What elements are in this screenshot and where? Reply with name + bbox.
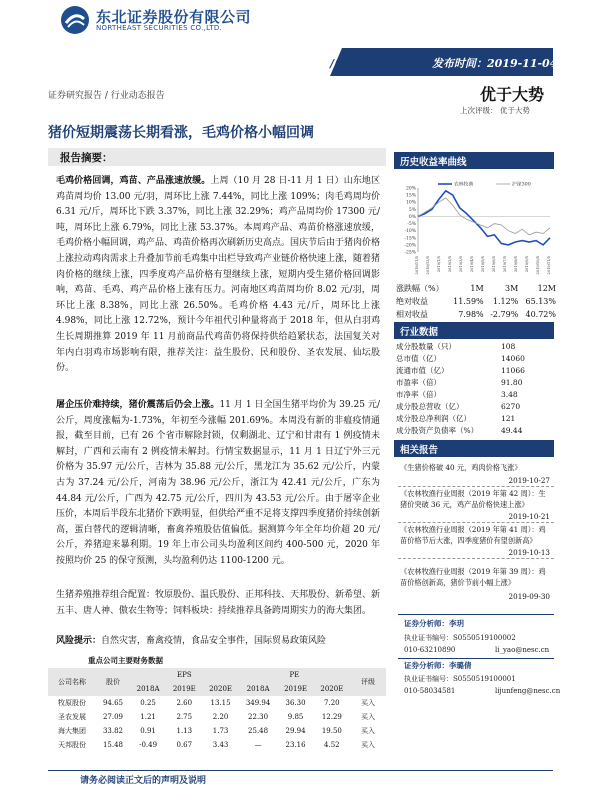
industry-label: 流通市值（亿） — [396, 365, 449, 375]
industry-value: 49.44 — [501, 425, 523, 435]
stocks-row — [48, 724, 386, 738]
stocks-cell: 12.29 — [321, 713, 342, 721]
stocks-cell: 2.75 — [176, 713, 193, 721]
industry-value: 6270 — [501, 401, 521, 411]
stocks-cell: 0.25 — [140, 699, 156, 707]
stocks-cell: 22.30 — [248, 713, 269, 721]
stocks-header-row — [48, 668, 386, 682]
stocks-cell: 349.94 — [245, 699, 271, 707]
stocks-cell: 7.20 — [324, 699, 340, 707]
industry-value: 108 — [501, 341, 516, 351]
y-tick-label: 15% — [405, 193, 416, 199]
perf-col-3m: 3M — [505, 284, 519, 293]
perf-cell: 40.72% — [525, 310, 556, 319]
industry-label: 市净率（倍） — [396, 389, 441, 399]
performance-table — [396, 282, 556, 321]
stocks-cell: 36.30 — [285, 699, 306, 707]
summary-p1-lead: 毛鸡价格回调，鸡苗、产品涨速放缓。 — [56, 176, 211, 186]
report-title: 猪价短期震荡长期看涨，毛鸡价格小幅回调 — [48, 125, 314, 141]
stocks-cell: 天邦股份 — [58, 741, 86, 749]
industry-row — [396, 412, 556, 424]
company-name-cn: 东北证券股份有限公司 — [96, 8, 252, 26]
stocks-cell: 0.91 — [140, 727, 156, 735]
industry-row — [396, 340, 556, 352]
publish-date: 发布时间：2019-11-04 — [432, 57, 558, 70]
industry-label: 成分股数量（只） — [396, 341, 456, 351]
x-tick-label: 2019/1/5 — [437, 256, 441, 273]
industry-label: 总市值（亿） — [396, 353, 441, 363]
stocks-cell: 0.67 — [176, 741, 193, 749]
industry-row — [396, 376, 556, 388]
stocks-cell: 买入 — [361, 713, 375, 721]
industry-value: 14060 — [501, 353, 525, 363]
stocks-cell: -0.49 — [139, 741, 158, 749]
year-label: 2019E — [166, 682, 202, 696]
stocks-cell: 圣农发展 — [58, 713, 86, 721]
stocks-cell: 3.43 — [212, 741, 229, 749]
analyst-1-phone: 010-63210890 — [404, 646, 456, 654]
history-return-chart — [394, 170, 554, 280]
summary-paragraph-2 — [56, 398, 380, 588]
divider — [398, 658, 554, 659]
x-tick-label: 2019/9/5 — [525, 256, 529, 273]
stocks-cell: 1.13 — [176, 727, 193, 735]
stocks-cell: 1.73 — [212, 727, 229, 735]
stocks-cell: 买入 — [361, 699, 375, 707]
stocks-col-name: 公司名称 — [48, 668, 96, 696]
perf-row-label: 相对收益 — [396, 310, 428, 319]
related-report-title[interactable]: 《生猪价格破 40 元，鸡肉价格飞涨》 — [400, 463, 522, 472]
stocks-cell: 买入 — [361, 741, 375, 749]
analyst-2-cert: 执业证书编号：S0550519100001 — [404, 675, 516, 683]
related-report-title[interactable]: 《农林牧渔行业周报（2019 年第 41 周）：鸡苗价格节后大涨，四季度猪价有望创新高》 — [400, 525, 546, 545]
related-report-title[interactable]: 《农林牧渔行业周报（2019 年第 42 周）：生猪价突破 36 元，鸡产品价格快速上涨》 — [400, 489, 546, 509]
y-tick-label: -25% — [404, 250, 416, 256]
industry-row — [396, 352, 556, 364]
stocks-cell: 牧原股份 — [58, 699, 86, 707]
year-label: 2018A — [130, 682, 166, 696]
legend-label: 农林牧渔 — [454, 182, 474, 188]
year-label: 2020E — [202, 682, 238, 696]
stocks-cell: — — [254, 741, 262, 749]
stocks-table-label: 重点公司主要财务数据 — [88, 656, 163, 665]
industry-label: 成分股总净利润（亿） — [396, 413, 471, 423]
perf-row-absolute — [396, 295, 556, 308]
x-tick-label: 2019/8/5 — [514, 256, 518, 273]
stocks-cell: 19.50 — [321, 727, 342, 735]
analyst-1-cert: 执业证书编号：S0550519100002 — [404, 634, 516, 642]
risk-body: 自然灾害，畜禽疫情，食品安全事件，国际贸易政策风险 — [101, 636, 327, 646]
y-tick-label: -20% — [404, 243, 416, 249]
rating-current: 优于大势 — [480, 85, 545, 104]
risk-label: 风险提示： — [56, 636, 102, 646]
perf-header-row — [396, 282, 556, 295]
summary-paragraph-1 — [56, 174, 380, 396]
industry-label: 成分股总营收（亿） — [396, 401, 464, 411]
industry-value: 91.80 — [501, 377, 523, 387]
industry-value: 11066 — [501, 365, 525, 375]
x-tick-label: 2019/10/5 — [536, 256, 540, 275]
industry-row — [396, 400, 556, 412]
summary-paragraph-3: 生猪养殖推荐组合配置：牧原股份、温氏股份、正邦科技、天邦股份、新希望、新五丰、唐人神、傲农生物等；饲料板块：持续推荐具备跨周期实力的海大集团。 — [56, 590, 380, 616]
analyst-1-email[interactable]: li_yao@nesc.cn — [495, 646, 550, 654]
stocks-cell: 15.48 — [102, 741, 124, 749]
y-tick-label: -15% — [404, 236, 416, 242]
summary-p1-body: 上周（10 月 28 日-11 月 1 日）山东地区鸡苗周均价 13.00 元/羽，周环比上涨 7.44%，同比上涨 109%；肉毛鸡周均价 6.31 元/斤，周环比下跌 3.37%，同比上涨 32.29%；鸡产品周均价 17300 元/吨，周环比上涨 6.79%，同比上涨 53.37%。本周鸡产品、鸡苗价格涨速放缓，毛鸡价格小幅回调，鸡产品、鸡苗价格再次刷新历史高点。国庆节后由于猪肉价格上涨拉动鸡肉需求上升叠加节前毛鸡集中出栏导致鸡产业链价格快速上涨，随着猪肉价格的继续上涨，四季度鸡产品价格有望继续上涨，短期内受生猪价格回调影响，鸡苗、毛鸡、鸡产品价格上涨有压力。河南地区鸡苗周均价 8.02 元/羽，周环比上涨 8.38%，同比上涨 26.50%。毛鸡价格 4.43 元/斤，周环比上涨 4.98%，同比上涨 12.72%，预计今年祖代引种量将高于 2018 年，但从白羽鸡生长周期推算 2019 年 11 月前商品代鸡苗仍将保持供给趋紧状态，法国复关对年内白羽鸡市场影响有限，推荐关注：益生股份、民和股份、圣农发展、仙坛股份。 — [56, 176, 380, 374]
x-tick-label: 2019/5/5 — [481, 256, 485, 273]
x-tick-label: 2018/11/5 — [415, 256, 419, 275]
analyst-2-email[interactable]: lijunfeng@nesc.cn — [495, 687, 561, 695]
stocks-col-rating: 评级 — [350, 668, 386, 696]
stocks-col-price: 股价 — [96, 668, 130, 696]
x-tick-label: 2019/11/5 — [547, 256, 551, 275]
divider — [398, 614, 554, 615]
x-tick-label: 2019/7/5 — [503, 256, 507, 273]
stocks-table — [48, 668, 386, 752]
perf-cell: 7.98% — [458, 310, 484, 319]
x-tick-label: 2019/2/5 — [448, 256, 452, 273]
y-tick-label: -10% — [404, 229, 416, 235]
legend-label: 沪深300 — [512, 182, 531, 188]
stocks-cell: 33.82 — [102, 727, 124, 735]
stocks-col-pe: PE — [239, 668, 350, 682]
industry-row — [396, 424, 556, 436]
summary-p2-body: 11 月 1 日全国生猪平均价为 39.25 元/公斤，周度涨幅为-1.73%，年初至今涨幅 201.69%。本周没有新的非瘟疫情通报，截至目前，已有 26 个省市解除封锁，仅剩湖北、辽宁和甘肃有 1 例疫情未解封，广西和云南有 2 例疫情未解封。行情宝数据显示，11 月 1 日辽宁外三元价格为 35.97 元/公斤，吉林为 35.88 元/公斤，黑龙江为 35.62 元/公斤，内蒙古为 37.24 元/公斤，河南为 38.96 元/公斤，浙江为 42.41 元/公斤，广东为 44.84 元/公斤，广西为 42.75 元/公斤，四川为 43.53 元/公斤。由于屠宰企业压价，本周后半段东北猪价下跌明显，但供给严重不足将支撑四季度猪价持续创新高，蛋白替代的逻辑清晰，畜禽养殖股估值偏低。据测算今年全年均价超 20 元/公斤，养猪迎来暴利期。19 年上市公司头均盈利区间约 400-500 元，2020 年按照均价 25 的保守预测，头均盈利仍达 1100-1200 元。 — [56, 400, 380, 566]
company-name-en: NORTHEAST SECURITIES CO.,LTD. — [96, 24, 223, 32]
stocks-cell: 23.16 — [285, 741, 306, 749]
stocks-cell: 9.85 — [287, 713, 304, 721]
industry-section-header: 行业数据 — [394, 322, 554, 339]
stocks-cell: 2.60 — [176, 699, 193, 707]
footer-rule — [48, 770, 553, 771]
industry-row — [396, 388, 556, 400]
perf-cell: -2.79% — [490, 310, 519, 319]
footer-disclaimer: 请务必阅读正文后的声明及说明 — [80, 776, 207, 786]
related-report-date: 2019-09-30 — [508, 592, 550, 601]
industry-label: 成分股资产负债率（%） — [396, 425, 479, 435]
industry-tag: /农林牧渔 — [330, 57, 379, 70]
year-label: 2018A — [239, 682, 278, 696]
y-tick-label: 20% — [405, 186, 416, 192]
summary-p2-lead: 屠企压价难持续，猪价震荡后仍会上涨。 — [56, 400, 220, 410]
perf-cell: 11.59% — [453, 297, 484, 306]
y-tick-label: 0% — [408, 214, 416, 220]
perf-cell: 65.13% — [525, 297, 556, 306]
divider — [398, 558, 554, 559]
divider — [398, 486, 554, 487]
y-tick-label: -5% — [407, 222, 416, 228]
analyst-2-phone: 010-58034581 — [404, 687, 456, 695]
stocks-cell: 海大集团 — [58, 727, 86, 735]
x-tick-label: 2018/12/5 — [426, 256, 430, 275]
related-report-date: 2019-10-27 — [508, 476, 550, 485]
summary-label: 报告摘要： — [60, 152, 113, 164]
year-label: 2019E — [277, 682, 313, 696]
y-tick-label: 10% — [405, 200, 416, 206]
related-reports-header: 相关报告 — [394, 440, 554, 457]
rating-previous: 上次评级： 优于大势 — [460, 106, 530, 115]
analyst-2-title: 证券分析师：李璐倩 — [404, 661, 472, 670]
stocks-row — [48, 696, 386, 710]
summary-paragraph-4 — [56, 634, 380, 650]
stocks-row — [48, 710, 386, 724]
stocks-cell: 买入 — [361, 727, 375, 735]
chart-section-header: 历史收益率曲线 — [394, 152, 554, 169]
series-line-0 — [418, 191, 550, 245]
y-tick-label: 5% — [408, 207, 416, 213]
stocks-cell: 1.21 — [140, 713, 156, 721]
stocks-row — [48, 738, 386, 752]
perf-row-label: 绝对收益 — [396, 297, 428, 306]
year-label: 2020E — [314, 682, 350, 696]
perf-row-relative — [396, 308, 556, 321]
x-tick-label: 2019/6/5 — [492, 256, 496, 273]
perf-cell: 1.12% — [492, 297, 519, 306]
related-report-date: 2019-10-13 — [508, 548, 550, 557]
stocks-cell: 29.94 — [285, 727, 306, 735]
industry-label: 市盈率（倍） — [396, 377, 441, 387]
company-logo-icon — [60, 5, 90, 35]
stocks-cell: 13.15 — [210, 699, 231, 707]
stocks-cell: 4.52 — [324, 741, 340, 749]
perf-header-label: 涨跌幅（%） — [396, 284, 444, 293]
industry-data-table — [396, 340, 556, 436]
stocks-col-eps: EPS — [130, 668, 239, 682]
industry-row — [396, 364, 556, 376]
perf-col-1m: 1M — [470, 284, 484, 293]
x-tick-label: 2019/3/5 — [459, 256, 463, 273]
stocks-cell: 2.20 — [212, 713, 229, 721]
related-report-date: 2019-10-21 — [508, 512, 550, 521]
x-tick-label: 2019/4/5 — [470, 256, 474, 273]
perf-col-12m: 12M — [537, 284, 556, 293]
stocks-cell: 27.09 — [102, 713, 124, 721]
industry-value: 3.48 — [501, 389, 518, 399]
related-report-title[interactable]: 《农林牧渔行业周报（2019 年第 39 周）：鸡苗价格创新高，猪价节前小幅上涨》 — [400, 567, 546, 587]
industry-value: 121 — [501, 413, 516, 423]
stocks-cell: 94.65 — [102, 699, 124, 707]
breadcrumb: 证券研究报告 / 行业动态报告 — [48, 91, 165, 101]
stocks-cell: 25.48 — [248, 727, 269, 735]
analyst-1-title: 证券分析师：李玥 — [404, 619, 464, 628]
divider — [398, 522, 554, 523]
